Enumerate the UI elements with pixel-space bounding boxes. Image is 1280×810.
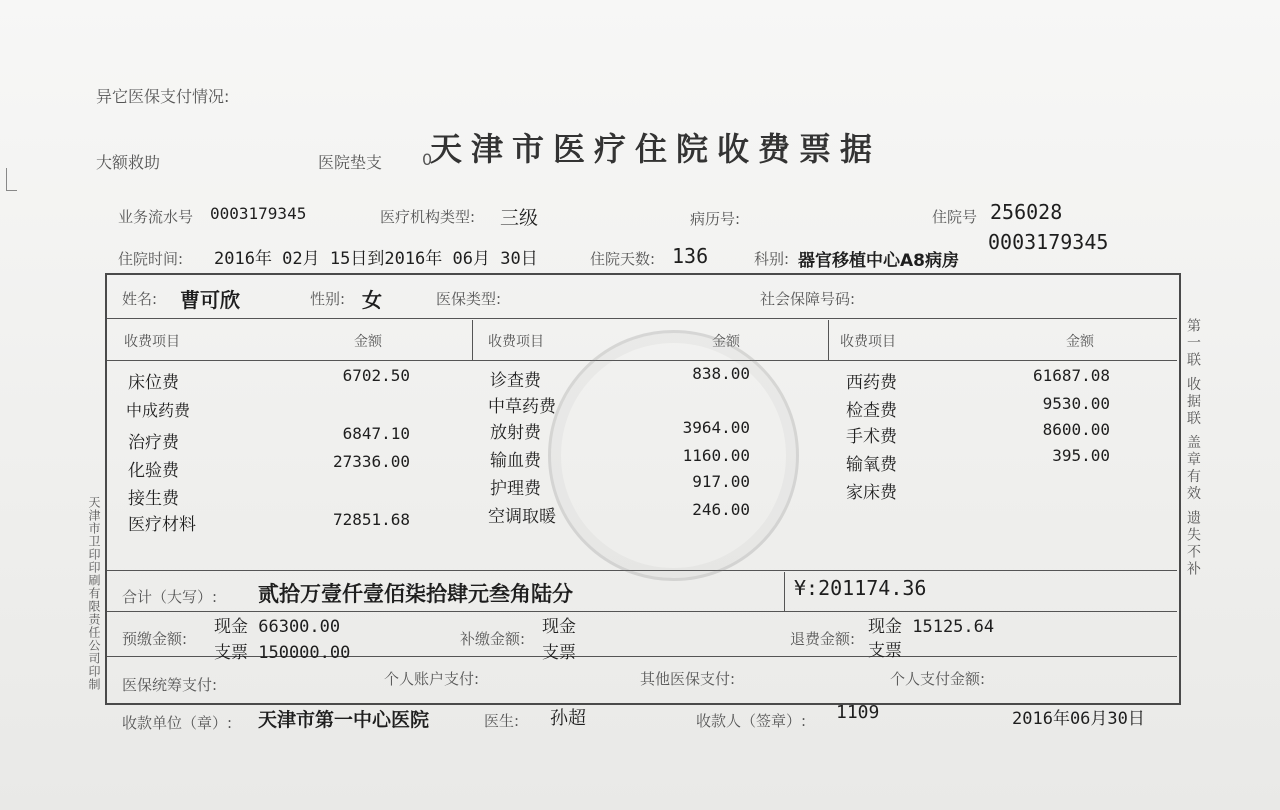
total-label: 合计（大写）: <box>122 588 218 606</box>
inst-type-value: 三级 <box>500 207 539 229</box>
prepay-check: 支票 150000.00 <box>214 643 351 663</box>
unit-label: 收款单位（章）: <box>122 714 233 732</box>
personal-account-label: 个人账户支付: <box>384 670 480 688</box>
fee-item: 检查费 <box>846 401 897 421</box>
other-insurance-note: 异它医保支付情况: <box>96 87 230 106</box>
hospital-pay-value: 0 <box>422 150 433 169</box>
serial-value: 0003179345 <box>210 204 307 223</box>
fee-item: 中草药费 <box>488 397 556 417</box>
gender-value: 女 <box>362 288 382 312</box>
admission-label: 住院号 <box>932 208 978 226</box>
fee-item: 放射费 <box>490 423 541 443</box>
fee-item: 医疗材料 <box>128 515 196 535</box>
days-value: 136 <box>672 244 709 268</box>
col1-item-header: 收费项目 <box>124 334 180 350</box>
fee-amount: 61687.08 <box>1032 366 1110 385</box>
fee-amount: 395.00 <box>1052 446 1110 465</box>
gender-label: 性别: <box>310 290 346 308</box>
big-aid-label: 大额救助 <box>96 153 161 172</box>
other-insurance-label: 其他医保支付: <box>640 670 736 688</box>
receipt-title: 天津市医疗住院收费票据 <box>430 130 882 168</box>
fee-item: 西药费 <box>846 373 897 393</box>
fee-amount: 838.00 <box>692 364 750 383</box>
refund-label: 退费金额: <box>790 630 856 648</box>
crop-mark <box>6 168 17 191</box>
insurance-type-label: 医保类型: <box>436 290 502 308</box>
inst-type-label: 医疗机构类型: <box>380 208 476 226</box>
doctor-value: 孙超 <box>550 708 586 729</box>
col2-amount-header: 金额 <box>712 334 740 350</box>
doctor-label: 医生: <box>484 712 520 730</box>
extra-pay-label: 补缴金额: <box>460 630 526 648</box>
fee-item: 接生费 <box>128 489 179 509</box>
copy-note: 第一联 收据联 盖章有效 遗失不补 <box>1185 318 1201 579</box>
extra-pay-check: 支票 <box>542 643 576 663</box>
total-words: 贰拾万壹仟壹佰柒拾肆元叁角陆分 <box>258 582 573 606</box>
fee-amount: 8600.00 <box>1042 420 1110 439</box>
col3-amount-header: 金额 <box>1066 334 1094 350</box>
total-divider <box>784 572 785 611</box>
admission-value: 256028 <box>990 200 1063 224</box>
fee-amount: 72851.68 <box>332 510 410 529</box>
dept-label: 科别: <box>754 250 790 268</box>
social-security-label: 社会保障号码: <box>760 290 856 308</box>
fee-amount: 246.00 <box>692 500 750 519</box>
dept-value: 器官移植中心A8病房 <box>798 251 959 271</box>
record-label: 病历号: <box>690 210 741 228</box>
pool-pay-label: 医保统筹支付: <box>122 676 218 694</box>
fee-item: 输氧费 <box>846 455 897 475</box>
name-label: 姓名: <box>122 290 158 308</box>
extra-pay-cash: 现金 <box>542 617 576 637</box>
col2-item-header: 收费项目 <box>488 334 544 350</box>
fee-amount: 6847.10 <box>342 424 410 443</box>
fee-amount: 27336.00 <box>332 452 410 471</box>
admission-value-2: 0003179345 <box>988 230 1109 254</box>
personal-pay-label: 个人支付金额: <box>890 670 986 688</box>
hospital-pay-label: 医院垫支 <box>318 153 383 172</box>
refund-cash: 现金 15125.64 <box>868 617 995 637</box>
total-number: ¥:201174.36 <box>794 576 927 600</box>
fee-item: 家床费 <box>846 483 897 503</box>
cashier-label: 收款人（签章）: <box>696 712 807 730</box>
fee-amount: 1160.00 <box>682 446 750 465</box>
fee-item: 诊查费 <box>490 371 541 391</box>
fee-amount: 3964.00 <box>682 418 750 437</box>
fee-item: 空调取暖 <box>488 507 556 527</box>
rule-patient <box>107 318 1177 319</box>
col3-item-header: 收费项目 <box>840 334 896 350</box>
period-value: 2016年 02月 15日到2016年 06月 30日 <box>214 249 538 269</box>
fee-item: 治疗费 <box>128 433 179 453</box>
fee-amount: 917.00 <box>692 472 750 491</box>
fee-amount: 6702.50 <box>342 366 410 385</box>
fee-item: 护理费 <box>490 479 541 499</box>
col-divider-2 <box>828 320 829 360</box>
prepay-label: 预缴金额: <box>122 630 188 648</box>
prepay-cash: 现金 66300.00 <box>214 617 341 637</box>
days-label: 住院天数: <box>590 250 656 268</box>
col-divider-1 <box>472 320 473 360</box>
period-label: 住院时间: <box>118 250 184 268</box>
fee-item: 输血费 <box>490 451 541 471</box>
cashier-value: 1109 <box>836 702 880 723</box>
fee-item: 床位费 <box>128 373 179 393</box>
col1-amount-header: 金额 <box>354 334 382 350</box>
printer-note: 天津市卫印印刷有限责任公司印制 <box>87 496 101 691</box>
fee-item: 中成药费 <box>126 401 191 420</box>
refund-check: 支票 <box>868 641 902 661</box>
fee-item: 化验费 <box>128 461 179 481</box>
fee-item: 手术费 <box>846 427 897 447</box>
unit-value: 天津市第一中心医院 <box>258 709 430 731</box>
name-value: 曹可欣 <box>180 288 240 312</box>
issue-date: 2016年06月30日 <box>1012 709 1145 729</box>
fee-amount: 9530.00 <box>1042 394 1110 413</box>
serial-label: 业务流水号 <box>118 208 194 226</box>
